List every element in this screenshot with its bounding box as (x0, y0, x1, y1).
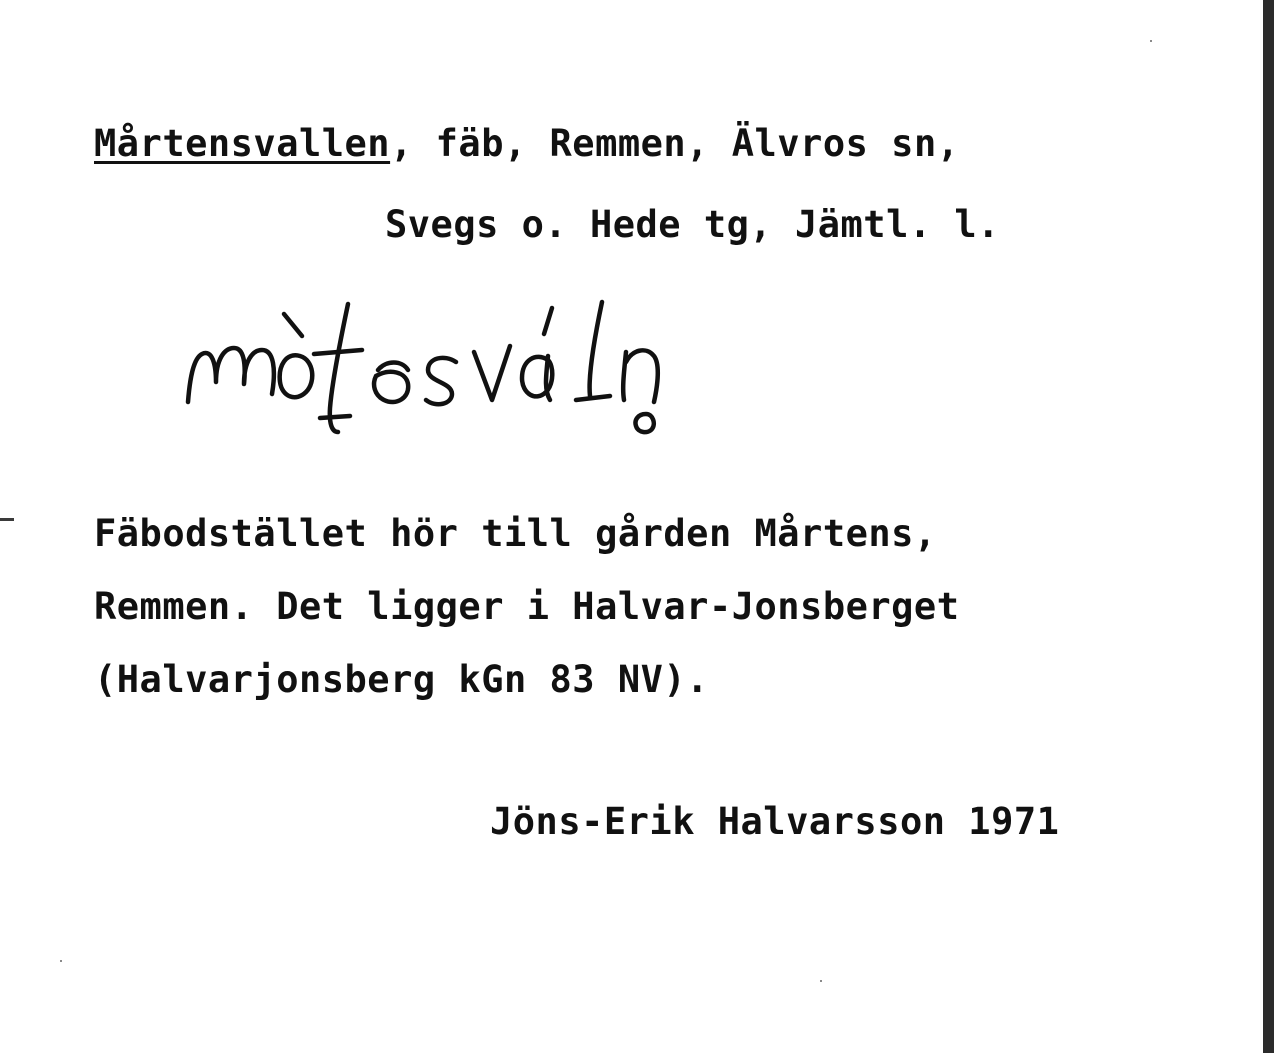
heading-line-1-rest: , fäb, Remmen, Älvros sn, (390, 122, 960, 165)
scan-tick-mark-top-right (1255, 0, 1258, 10)
signature-line: Jöns-Erik Halvarsson 1971 (490, 800, 1060, 843)
handwritten-transcription (180, 290, 740, 450)
heading-line-2: Svegs o. Hede tg, Jämtl. l. (385, 203, 1000, 246)
body-line-3: (Halvarjonsberg kGn 83 NV). (94, 658, 709, 701)
scan-tick-mark-left (0, 518, 14, 521)
paper-speck (1150, 40, 1152, 42)
body-line-1: Fäbodstället hör till gården Mårtens, (94, 512, 937, 555)
heading-line-1 (94, 122, 960, 165)
scan-edge-right (1263, 0, 1274, 1053)
place-name: Mårtensvallen (94, 122, 391, 165)
scan-edge-right-gap (1258, 0, 1263, 1053)
body-line-2: Remmen. Det ligger i Halvar-Jonsberget (94, 585, 960, 628)
paper-speck (820, 980, 822, 982)
paper-speck (60, 960, 62, 962)
